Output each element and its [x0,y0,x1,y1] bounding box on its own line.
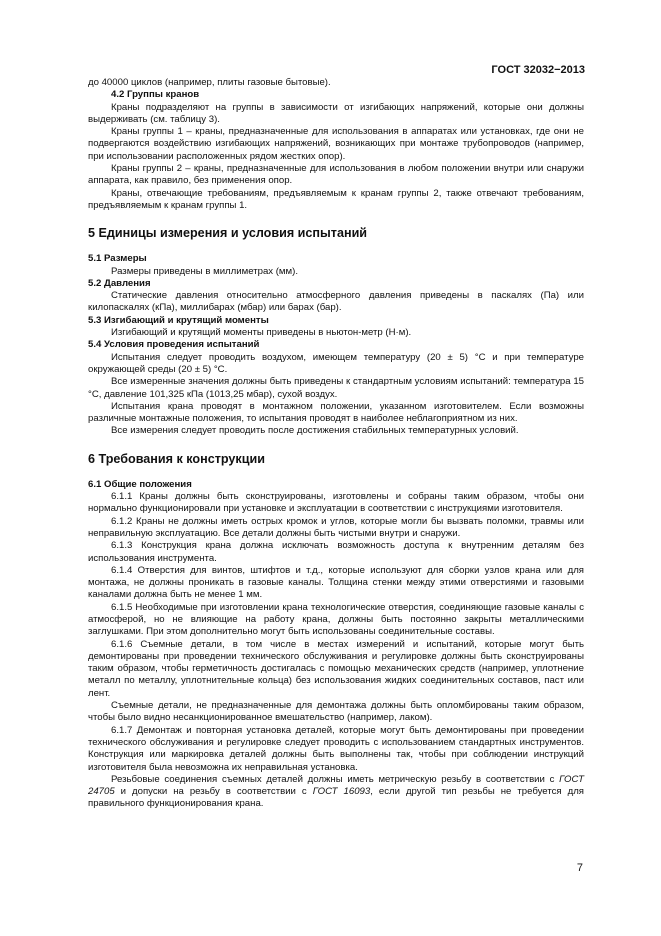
text-run: Резьбовые соединения съемных деталей должны иметь метрическую резьбу в соответствии с [111,773,560,785]
document-header-id: ГОСТ 32032−2013 [491,64,585,76]
section-heading: 6 Требования к конструкции [88,451,265,466]
paragraph: 6.1.7 Демонтаж и повторная установка деталей, которые могут быть демонтированы при проведении технического обслуживания и регулировке следует проводить с использованием стандартных инструментов. Конструкция или маркировка деталей должны быть выполнены так, чтобы при соблюдении инструкций изготовителя была невозможна их неправильная установка. [88,724,584,773]
subsection-heading: 5.4 Условия проведения испытаний [88,339,260,351]
text-run: и допуски на резьбу в соответствии с [114,786,313,798]
paragraph: Все измерения следует проводить после достижения стабильных температурных условий. [111,425,519,437]
paragraph: Краны группы 1 – краны, предназначенные для использования в аппаратах или установках, где они не подвергаются воздействию изгибающих напряжений, возникающих при монтаже трубопроводов (например, при использовании расположенных рядом жестких опор). [88,126,584,162]
paragraph: Размеры приведены в миллиметрах (мм). [111,265,298,277]
standard-reference: ГОСТ 16093 [312,786,371,798]
text-run: , если другой тип резьбы не требуется для правильного функционирования крана. [88,786,584,810]
subsection-heading: 6.1 Общие положения [88,478,192,490]
paragraph: 6.1.2 Краны не должны иметь острых кромок и углов, которые могли бы вызвать поломки, травмы или неправильную эксплуатацию. Все детали должны быть чистыми внутри и снаружи. [88,515,584,539]
paragraph: 6.1.4 Отверстия для винтов, штифтов и т.д., которые используют для сборки узлов крана или для монтажа, не должны проникать в газовые каналы. Толщина стенки между этими отверстиями и газовыми каналами должна быть не менее 1 мм. [88,564,584,601]
subsection-heading: 4.2 Группы кранов [111,89,200,101]
section-heading: 5 Единицы измерения и условия испытаний [88,226,368,241]
page-content [88,77,584,811]
paragraph: Испытания следует проводить воздухом, имеющем температуру (20 ± 5) °С и при температуре окружающей среды (20 ± 5) °С. [88,351,584,375]
paragraph: Краны группы 2 – краны, предназначенные для использования в любом положении внутри или снаружи аппарата, как правило, без применения опор. [88,163,584,187]
paragraph: Изгибающий и крутящий моменты приведены в ньютон-метр (Н·м). [111,327,412,339]
paragraph [88,774,584,811]
paragraph: Все измеренные значения должны быть приведены к стандартным условиям испытаний: температура 15 °С, давление 101,325 кПа (1013,25 мбар), сухой воздух. [88,376,584,400]
standard-reference: ГОСТ 24705 [88,773,584,798]
subsection-heading: 5.2 Давления [88,277,151,289]
subsection-heading: 5.1 Размеры [88,253,147,265]
paragraph: 6.1.6 Съемные детали, в том числе в местах измерений и испытаний, которые могут быть демонтированы при проведении технического обслуживания и регулировке должны быть сконструированы таким образом, чтобы герметичность достигалась с помощью механических средств (например, уплотнение металл по металлу, уплотнительные кольца) без использования жидких соединительных составов, паст или лент. [88,638,584,699]
paragraph: Испытания крана проводят в монтажном положении, указанном изготовителем. Если возможны различные монтажные положения, то испытания проводят в наиболее неблагоприятном из них. [88,400,584,425]
paragraph: 6.1.1 Краны должны быть сконструированы, изготовлены и собраны таким образом, чтобы они нормально функционировали при установке и эксплуатации в соответствии с инструкциями изготовителя. [88,491,584,515]
paragraph: Статические давления относительно атмосферного давления приведены в паскалях (Па) или килопаскалях (кПа), миллибарах (мбар) или барах (бар). [88,290,584,314]
page-number: 7 [576,862,583,874]
paragraph: Краны, отвечающие требованиям, предъявляемым к кранам группы 2, также отвечают требованиям, предъявляемым к кранам группы 1. [88,187,584,211]
paragraph: до 40000 циклов (например, плиты газовые бытовые). [88,77,331,88]
paragraph: Краны подразделяют на группы в зависимости от изгибающих напряжений, которые они должны выдерживать (см. таблицу 3). [88,101,584,125]
paragraph: Съемные детали, не предназначенные для демонтажа должны быть опломбированы таким образом, чтобы было видно несанкционированное вмешательство (например, лаком). [88,700,584,724]
paragraph: 6.1.3 Конструкция крана должна исключать возможность доступа к внутренним деталям без использования инструмента. [88,540,584,564]
paragraph: 6.1.5 Необходимые при изготовлении крана технологические отверстия, соединяющие газовые каналы с атмосферой, но не влияющие на работу крана, должны быть постоянно закрыты металлическими заглушками. При этом дополнительно могут быть использованы соединительные составы. [88,601,584,638]
subsection-heading: 5.3 Изгибающий и крутящий моменты [88,314,269,326]
